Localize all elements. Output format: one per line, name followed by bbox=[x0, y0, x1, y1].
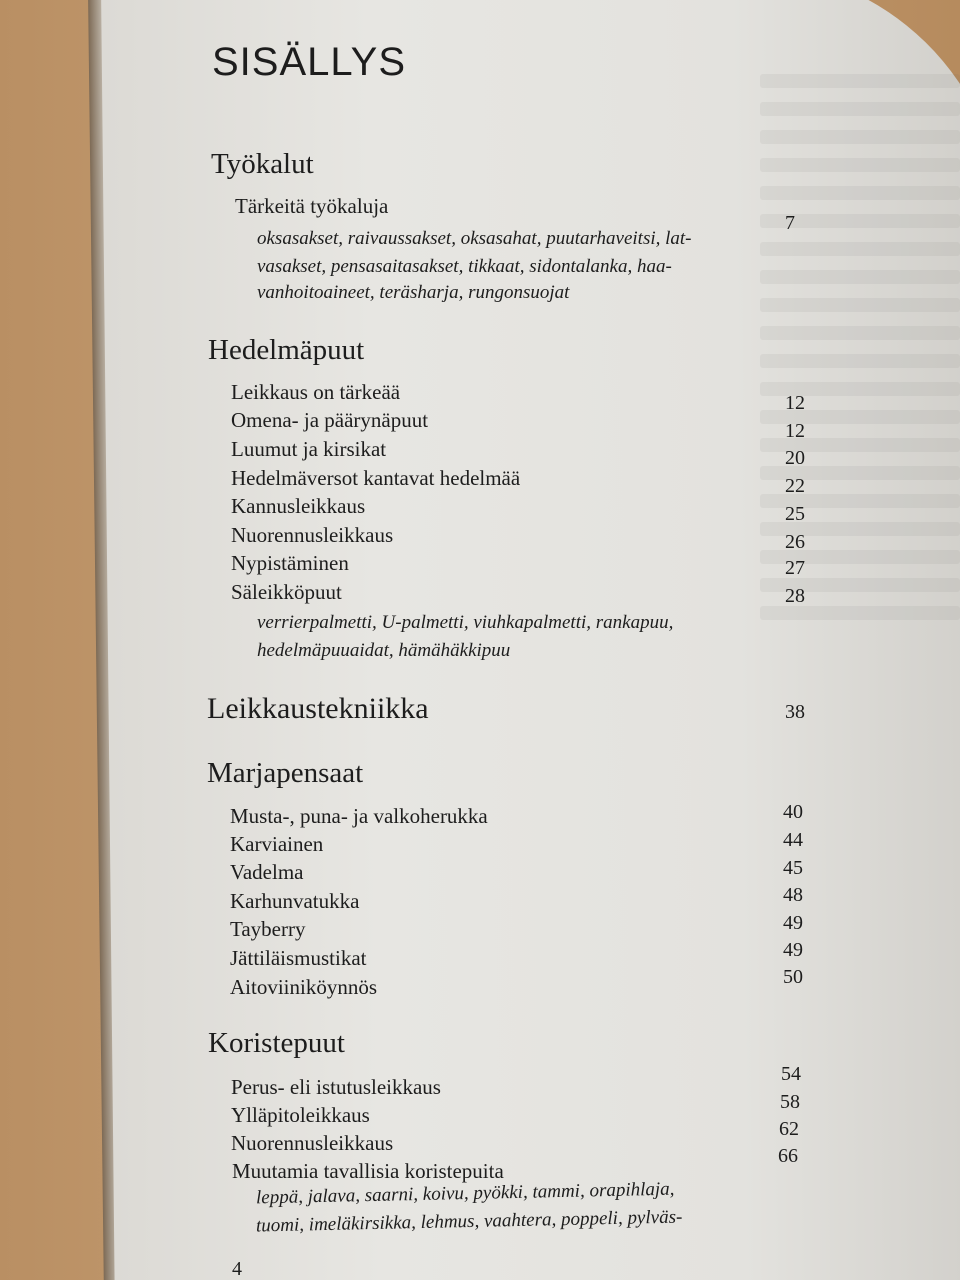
toc-entry-label: Ylläpitoleikkaus bbox=[231, 1103, 370, 1127]
toc-entry-label: Säleikköpuut bbox=[231, 580, 342, 604]
toc-entry-label: Nuorennusleikkaus bbox=[231, 1131, 394, 1155]
page-title: SISÄLLYS bbox=[212, 40, 407, 84]
toc-entry-page: 27 bbox=[785, 557, 805, 579]
toc-entry-label: Nypistäminen bbox=[231, 551, 349, 575]
toc-entry-page: 22 bbox=[785, 475, 805, 497]
toc-entry-page: 62 bbox=[779, 1118, 799, 1140]
toc-entry-label: Tayberry bbox=[230, 917, 306, 941]
toc-entry-description: vanhoitoaineet, teräsharja, rungonsuojat bbox=[257, 282, 570, 303]
toc-entry-label: Omena- ja päärynäpuut bbox=[231, 408, 429, 432]
toc-entry-label: Musta-, puna- ja valkoherukka bbox=[230, 804, 488, 828]
toc-entry-page: 49 bbox=[783, 912, 803, 934]
toc-entry-page: 45 bbox=[783, 857, 803, 879]
toc-entry-page: 66 bbox=[778, 1145, 798, 1167]
toc-entry-page: 50 bbox=[783, 966, 803, 988]
toc-entry-page: 54 bbox=[781, 1063, 801, 1085]
toc-entry-label: Luumut ja kirsikat bbox=[231, 437, 387, 461]
toc-entry-page: 58 bbox=[780, 1091, 800, 1113]
page-number: 4 bbox=[232, 1258, 242, 1280]
toc-entry-description: leppä, jalava, saarni, koivu, pyökki, tammi, orapihlaja, bbox=[255, 1178, 675, 1209]
toc-entry-page: 26 bbox=[785, 531, 805, 553]
toc-entry-label: Muutamia tavallisia koristepuita bbox=[232, 1159, 504, 1183]
toc-entry-label: Tärkeitä työkaluja bbox=[235, 194, 389, 218]
toc-entry-label: Nuorennusleikkaus bbox=[231, 523, 394, 547]
toc-entry-page: 12 bbox=[785, 420, 805, 442]
toc-entry-label: Aitoviiniköynnös bbox=[230, 975, 378, 999]
toc-entry-description: tuomi, imeläkirsikka, lehmus, vaahtera, poppeli, pylväs- bbox=[255, 1206, 683, 1237]
toc-entry-page: 38 bbox=[785, 701, 805, 723]
toc-entry-description: hedelmäpuuaidat, hämähäkkipuu bbox=[257, 640, 511, 661]
toc-entry-page: 12 bbox=[785, 392, 805, 414]
toc-entry-page: 20 bbox=[785, 447, 805, 469]
toc-entry-label: Karviainen bbox=[230, 832, 324, 856]
section-heading-hedelmapuut: Hedelmäpuut bbox=[208, 334, 365, 366]
toc-entry-label: Hedelmäversot kantavat hedelmää bbox=[231, 466, 521, 490]
toc-entry-label: Perus- eli istutusleikkaus bbox=[231, 1075, 441, 1099]
toc-entry-label: Jättiläismustikat bbox=[230, 946, 367, 970]
section-heading-tyokalut: Työkalut bbox=[211, 148, 314, 180]
toc-entry-label: Karhunvatukka bbox=[230, 889, 360, 913]
toc-entry-page: 7 bbox=[785, 212, 795, 234]
toc-entry-page: 44 bbox=[783, 829, 803, 851]
toc-entry-page: 25 bbox=[785, 503, 805, 525]
section-heading-leikkaustekniikka: Leikkaustekniikka bbox=[207, 692, 429, 725]
toc-entry-label: Vadelma bbox=[230, 860, 304, 884]
toc-entry-page: 49 bbox=[783, 939, 803, 961]
toc-entry-description: vasakset, pensasaitasakset, tikkaat, sidontalanka, haa- bbox=[257, 256, 672, 277]
toc-entry-description: verrierpalmetti, U-palmetti, viuhkapalmetti, rankapuu, bbox=[257, 612, 674, 633]
section-heading-marjapensaat: Marjapensaat bbox=[207, 757, 364, 789]
toc-entry-page: 28 bbox=[785, 585, 805, 607]
toc-entry-page: 40 bbox=[783, 801, 803, 823]
toc-entry-page: 48 bbox=[783, 884, 803, 906]
toc-entry-description: oksasakset, raivaussakset, oksasahat, puutarhaveitsi, lat- bbox=[257, 228, 692, 249]
section-heading-koristepuut: Koristepuut bbox=[208, 1027, 345, 1059]
toc-entry-label: Leikkaus on tärkeää bbox=[231, 380, 401, 404]
toc-entry-label: Kannusleikkaus bbox=[231, 494, 366, 518]
